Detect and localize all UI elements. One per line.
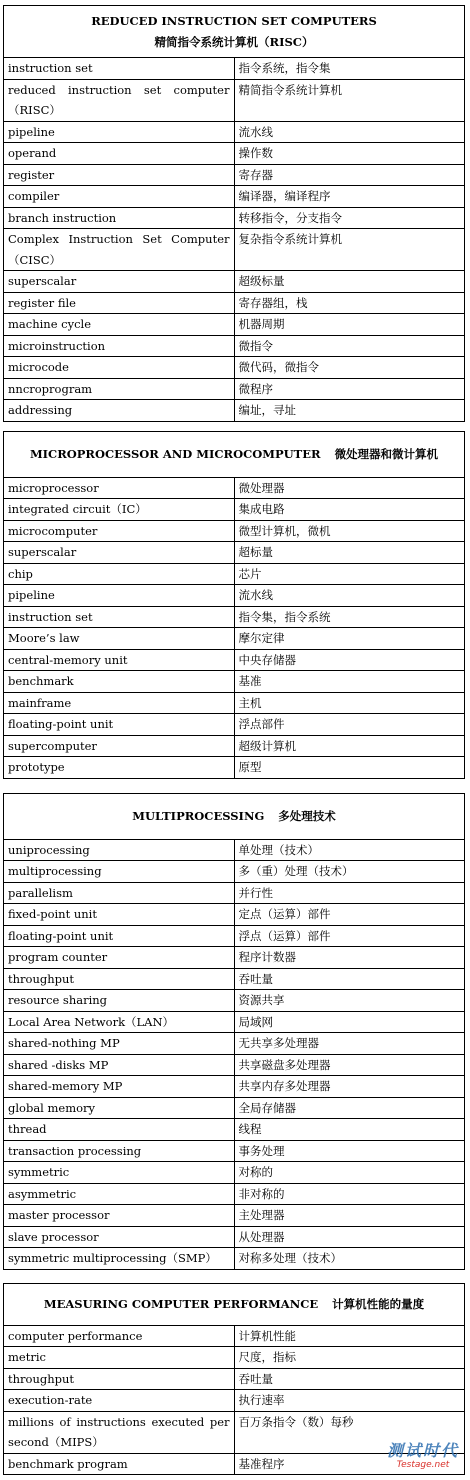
section-title-en: REDUCED INSTRUCTION SET COMPUTERS xyxy=(91,14,377,28)
glossary-row xyxy=(4,606,465,628)
section-title-row xyxy=(4,1284,465,1326)
term-chinese: 流水线 xyxy=(234,585,465,607)
glossary-row xyxy=(4,164,465,186)
term-english: global memory xyxy=(4,1097,235,1119)
watermark-main-text: 测试时代 xyxy=(386,1441,459,1460)
term-english: microcode xyxy=(4,357,235,379)
term-english: nncroprogram xyxy=(4,378,235,400)
term-chinese: 编址，寻址 xyxy=(234,400,465,422)
glossary-row xyxy=(4,335,465,357)
term-english: machine cycle xyxy=(4,314,235,336)
term-chinese: 主处理器 xyxy=(234,1205,465,1227)
term-chinese: 超级标量 xyxy=(234,271,465,293)
term-english: resource sharing xyxy=(4,990,235,1012)
term-chinese: 资源共享 xyxy=(234,990,465,1012)
term-chinese: 吞吐量 xyxy=(234,968,465,990)
term-english: superscalar xyxy=(4,271,235,293)
glossary-row xyxy=(4,649,465,671)
term-chinese: 基准程序 xyxy=(234,1453,465,1475)
term-english: fixed-point unit xyxy=(4,904,235,926)
term-english: parallelism xyxy=(4,882,235,904)
glossary-row xyxy=(4,121,465,143)
glossary-row xyxy=(4,714,465,736)
term-chinese: 共享磁盘多处理器 xyxy=(234,1054,465,1076)
glossary-row xyxy=(4,143,465,165)
glossary-table-multiprocessing xyxy=(3,793,465,1270)
glossary-row xyxy=(4,1347,465,1369)
glossary-row xyxy=(4,79,465,121)
glossary-row xyxy=(4,1140,465,1162)
term-english: supercomputer xyxy=(4,735,235,757)
term-chinese: 单处理（技术） xyxy=(234,839,465,861)
term-chinese: 并行性 xyxy=(234,882,465,904)
term-chinese: 微型计算机，微机 xyxy=(234,520,465,542)
term-chinese: 程序计数器 xyxy=(234,947,465,969)
term-english: pipeline xyxy=(4,585,235,607)
glossary-row xyxy=(4,229,465,271)
glossary-row xyxy=(4,542,465,564)
term-chinese: 共享内存多处理器 xyxy=(234,1076,465,1098)
term-english: mainframe xyxy=(4,692,235,714)
term-english: benchmark program xyxy=(4,1453,235,1475)
term-chinese: 定点（运算）部件 xyxy=(234,904,465,926)
section-title-zh: 微处理器和微计算机 xyxy=(334,447,439,461)
term-chinese: 微程序 xyxy=(234,378,465,400)
section-title-row xyxy=(4,794,465,840)
glossary-row xyxy=(4,186,465,208)
term-english: microcomputer xyxy=(4,520,235,542)
term-chinese: 执行速率 xyxy=(234,1390,465,1412)
glossary-row xyxy=(4,947,465,969)
term-english: transaction processing xyxy=(4,1140,235,1162)
watermark-logo xyxy=(384,1438,462,1470)
glossary-row xyxy=(4,757,465,779)
term-english: benchmark xyxy=(4,671,235,693)
term-chinese: 原型 xyxy=(234,757,465,779)
section-title-en: MICROPROCESSOR AND MICROCOMPUTER xyxy=(29,447,321,461)
term-chinese: 尺度，指标 xyxy=(234,1347,465,1369)
term-chinese: 指令集，指令系统 xyxy=(234,606,465,628)
glossary-row xyxy=(4,1368,465,1390)
term-chinese: 非对称的 xyxy=(234,1183,465,1205)
term-chinese: 微处理器 xyxy=(234,477,465,499)
section-title-zh: 精简指令系统计算机（RISC） xyxy=(154,34,314,49)
term-english: thread xyxy=(4,1119,235,1141)
term-english: shared-nothing MP xyxy=(4,1033,235,1055)
section-title-en: MEASURING COMPUTER PERFORMANCE xyxy=(43,1297,319,1311)
glossary-row xyxy=(4,1162,465,1184)
watermark-sub-text: Testage.net xyxy=(396,1460,450,1470)
section-title-zh: 多处理技术 xyxy=(278,809,336,823)
term-english: microprocessor xyxy=(4,477,235,499)
section-title-zh: 计算机性能的量度 xyxy=(332,1297,425,1311)
glossary-row xyxy=(4,1076,465,1098)
term-chinese: 从处理器 xyxy=(234,1226,465,1248)
glossary-row xyxy=(4,925,465,947)
glossary-row xyxy=(4,904,465,926)
glossary-row xyxy=(4,378,465,400)
term-english: compiler xyxy=(4,186,235,208)
term-chinese: 微代码，微指令 xyxy=(234,357,465,379)
term-chinese: 寄存器 xyxy=(234,164,465,186)
glossary-row xyxy=(4,585,465,607)
section-title xyxy=(4,432,465,478)
term-chinese: 浮点（运算）部件 xyxy=(234,925,465,947)
glossary-body xyxy=(4,6,465,422)
glossary-row xyxy=(4,400,465,422)
term-chinese: 操作数 xyxy=(234,143,465,165)
term-english: Local Area Network（LAN） xyxy=(4,1011,235,1033)
glossary-row xyxy=(4,735,465,757)
term-english: instruction set xyxy=(4,58,235,80)
term-chinese: 主机 xyxy=(234,692,465,714)
term-english: multiprocessing xyxy=(4,861,235,883)
section-title-row xyxy=(4,432,465,478)
term-chinese: 寄存器组，栈 xyxy=(234,292,465,314)
term-english: Complex Instruction Set Computer（CISC） xyxy=(4,229,235,271)
term-chinese: 精简指令系统计算机 xyxy=(234,79,465,121)
glossary-row xyxy=(4,1011,465,1033)
glossary-row xyxy=(4,1226,465,1248)
glossary-row xyxy=(4,207,465,229)
term-chinese: 浮点部件 xyxy=(234,714,465,736)
term-english: register xyxy=(4,164,235,186)
term-english: symmetric multiprocessing（SMP） xyxy=(4,1248,235,1270)
glossary-row xyxy=(4,1054,465,1076)
term-chinese: 事务处理 xyxy=(234,1140,465,1162)
section-title xyxy=(4,6,465,58)
term-english: symmetric xyxy=(4,1162,235,1184)
term-chinese: 编译器，编译程序 xyxy=(234,186,465,208)
section-title-row xyxy=(4,6,465,58)
term-english: throughput xyxy=(4,968,235,990)
term-chinese: 多（重）处理（技术） xyxy=(234,861,465,883)
term-english: pipeline xyxy=(4,121,235,143)
term-chinese: 指令系统，指令集 xyxy=(234,58,465,80)
term-chinese: 机器周期 xyxy=(234,314,465,336)
glossary-row xyxy=(4,1183,465,1205)
glossary-row xyxy=(4,861,465,883)
term-english: slave processor xyxy=(4,1226,235,1248)
term-chinese: 局域网 xyxy=(234,1011,465,1033)
glossary-table-risc xyxy=(3,5,465,422)
term-chinese: 摩尔定律 xyxy=(234,628,465,650)
section-title xyxy=(4,794,465,840)
term-chinese: 基准 xyxy=(234,671,465,693)
glossary-row xyxy=(4,563,465,585)
glossary-body xyxy=(4,432,465,779)
glossary-row xyxy=(4,671,465,693)
term-english: superscalar xyxy=(4,542,235,564)
term-chinese: 无共享多处理器 xyxy=(234,1033,465,1055)
term-english: microinstruction xyxy=(4,335,235,357)
term-english: branch instruction xyxy=(4,207,235,229)
term-chinese: 对称多处理（技术） xyxy=(234,1248,465,1270)
glossary-row xyxy=(4,357,465,379)
term-chinese: 线程 xyxy=(234,1119,465,1141)
glossary-row xyxy=(4,1033,465,1055)
term-english: shared -disks MP xyxy=(4,1054,235,1076)
term-chinese: 中央存储器 xyxy=(234,649,465,671)
term-chinese: 集成电路 xyxy=(234,499,465,521)
glossary-row xyxy=(4,314,465,336)
glossary-row xyxy=(4,499,465,521)
term-english: instruction set xyxy=(4,606,235,628)
section-title-en: MULTIPROCESSING xyxy=(132,809,265,823)
glossary-row xyxy=(4,1248,465,1270)
term-english: register file xyxy=(4,292,235,314)
term-english: millions of instructions executed per second（MIPS） xyxy=(4,1411,235,1453)
term-english: computer performance xyxy=(4,1325,235,1347)
glossary-row xyxy=(4,882,465,904)
glossary-row xyxy=(4,1097,465,1119)
glossary-row xyxy=(4,839,465,861)
section-title xyxy=(4,1284,465,1326)
term-chinese: 计算机性能 xyxy=(234,1325,465,1347)
term-english: uniprocessing xyxy=(4,839,235,861)
glossary-row xyxy=(4,692,465,714)
section-multiprocessing xyxy=(3,793,465,1270)
term-chinese: 复杂指令系统计算机 xyxy=(234,229,465,271)
glossary-row xyxy=(4,968,465,990)
glossary-row xyxy=(4,58,465,80)
term-english: chip xyxy=(4,563,235,585)
term-english: floating-point unit xyxy=(4,925,235,947)
term-chinese: 芯片 xyxy=(234,563,465,585)
glossary-row xyxy=(4,990,465,1012)
term-chinese: 全局存储器 xyxy=(234,1097,465,1119)
glossary-row xyxy=(4,1119,465,1141)
glossary-row xyxy=(4,477,465,499)
term-english: central-memory unit xyxy=(4,649,235,671)
glossary-table-microprocessor xyxy=(3,431,465,779)
glossary-row xyxy=(4,1205,465,1227)
term-chinese: 吞吐量 xyxy=(234,1368,465,1390)
section-risc xyxy=(3,5,465,422)
term-english: floating-point unit xyxy=(4,714,235,736)
term-english: addressing xyxy=(4,400,235,422)
term-chinese: 百万条指令（数）每秒 xyxy=(234,1411,465,1453)
term-chinese: 超标量 xyxy=(234,542,465,564)
term-english: program counter xyxy=(4,947,235,969)
term-chinese: 转移指令，分支指令 xyxy=(234,207,465,229)
glossary-row xyxy=(4,520,465,542)
term-chinese: 对称的 xyxy=(234,1162,465,1184)
term-chinese: 微指令 xyxy=(234,335,465,357)
term-english: integrated circuit（IC） xyxy=(4,499,235,521)
term-english: execution-rate xyxy=(4,1390,235,1412)
term-chinese: 流水线 xyxy=(234,121,465,143)
term-english: shared-memory MP xyxy=(4,1076,235,1098)
term-english: throughput xyxy=(4,1368,235,1390)
term-english: Moore’s law xyxy=(4,628,235,650)
glossary-row xyxy=(4,292,465,314)
glossary-row xyxy=(4,1325,465,1347)
term-english: reduced instruction set computer（RISC） xyxy=(4,79,235,121)
glossary-row xyxy=(4,1390,465,1412)
glossary-row xyxy=(4,628,465,650)
glossary-body xyxy=(4,794,465,1270)
term-english: metric xyxy=(4,1347,235,1369)
term-english: operand xyxy=(4,143,235,165)
term-chinese: 超级计算机 xyxy=(234,735,465,757)
term-english: asymmetric xyxy=(4,1183,235,1205)
term-english: prototype xyxy=(4,757,235,779)
section-microprocessor xyxy=(3,431,465,779)
term-english: master processor xyxy=(4,1205,235,1227)
glossary-row xyxy=(4,271,465,293)
